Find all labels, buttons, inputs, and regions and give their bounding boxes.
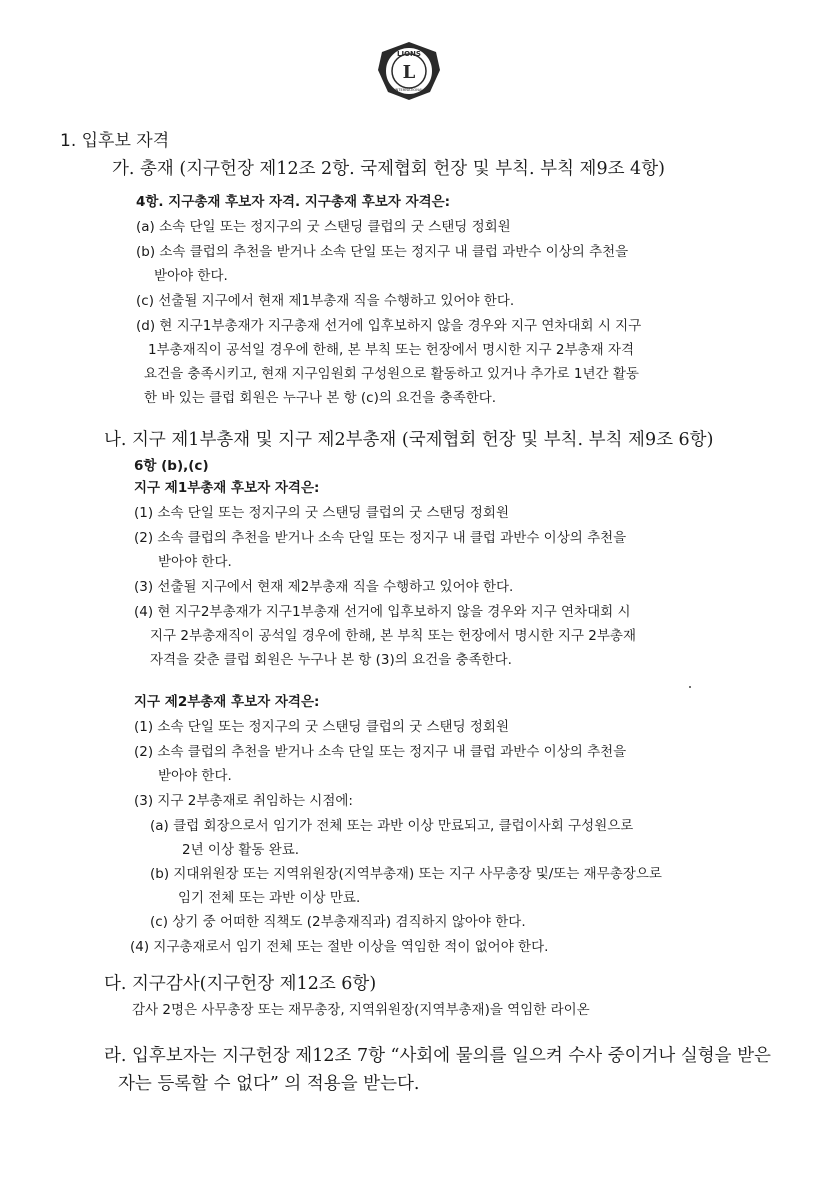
ga-line: 한 바 있는 클럽 회원은 누구나 본 항 (c)의 요건을 충족한다. [144, 390, 497, 406]
na-heading-cont: 6항 (b),(c) [134, 458, 209, 474]
ga-line: (d) 현 지구1부총재가 지구총재 선거에 입후보하지 않을 경우와 지구 연차대회 시 지구 [136, 318, 642, 334]
ga-line: 요건을 충족시키고, 현재 지구임원회 구성원으로 활동하고 있거나 추가로 1년간 활동 [144, 366, 639, 382]
ga-line: (c) 선출될 지구에서 현재 제1부총재 직을 수행하고 있어야 한다. [136, 293, 515, 309]
second-vp-line: (c) 상기 중 어떠한 직책도 (2부총재직과) 겸직하지 않아야 한다. [150, 914, 526, 930]
ga-line: 받아야 한다. [154, 268, 228, 284]
second-vp-line: 임기 전체 또는 과반 이상 만료. [178, 890, 361, 906]
section-da-heading: 다. 지구감사(지구헌장 제12조 6항) [104, 974, 377, 994]
second-vp-title: 지구 제2부총재 후보자 자격은: [134, 694, 320, 710]
first-vp-line: (4) 현 지구2부총재가 지구1부총재 선거에 입후보하지 않을 경우와 지구 연차대회 시 [134, 604, 631, 620]
svg-text:L: L [402, 62, 416, 83]
svg-text:LIONS: LIONS [397, 50, 421, 58]
section-ra-line-1: 라. 입후보자는 지구헌장 제12조 7항 “사회에 물의를 일으켜 수사 중이거나 실형을 받은 [104, 1046, 771, 1066]
da-line: 감사 2명은 사무총장 또는 재무총장, 지역위원장(지역부총재)을 역임한 라이온 [132, 1002, 590, 1018]
first-vp-line: (1) 소속 단일 또는 정지구의 굿 스탠딩 클럽의 굿 스탠딩 정회원 [134, 505, 510, 521]
second-vp-line: (b) 지대위원장 또는 지역위원장(지역부총재) 또는 지구 사무총장 및/또는 재무총장으로 [150, 866, 662, 882]
section-ra-line-2: 자는 등록할 수 없다” 의 적용을 받는다. [118, 1074, 420, 1094]
first-vp-line: 자격을 갖춘 클럽 회원은 누구나 본 항 (3)의 요건을 충족한다. [150, 652, 512, 668]
second-vp-line: (3) 지구 2부총재로 취임하는 시점에: [134, 793, 353, 809]
ga-line: (a) 소속 단일 또는 정지구의 굿 스탠딩 클럽의 굿 스탠딩 정회원 [136, 219, 511, 235]
ga-sub-heading: 4항. 지구총재 후보자 자격. 지구총재 후보자 자격은: [136, 194, 451, 210]
second-vp-line: (4) 지구총재로서 임기 전체 또는 절반 이상을 역임한 적이 없어야 한다. [130, 939, 549, 955]
first-vp-line: 받아야 한다. [158, 554, 232, 570]
second-vp-line: (2) 소속 클럽의 추천을 받거나 소속 단일 또는 정지구 내 클럽 과반수 이상의 추천을 [134, 744, 627, 760]
first-vp-line: (2) 소속 클럽의 추천을 받거나 소속 단일 또는 정지구 내 클럽 과반수 이상의 추천을 [134, 530, 627, 546]
section-title: 1. 입후보 자격 [60, 131, 170, 151]
first-vp-line: 지구 2부총재직이 공석일 경우에 한해, 본 부칙 또는 헌장에서 명시한 지구 2부총재 [150, 628, 636, 644]
second-vp-line: (a) 클럽 회장으로서 임기가 전체 또는 과반 이상 만료되고, 클럽이사회 구성원으로 [150, 818, 634, 834]
section-na-heading: 나. 지구 제1부총재 및 지구 제2부총재 (국제협회 헌장 및 부칙. 부칙 제9조 6항) [104, 430, 714, 450]
lions-logo [374, 40, 444, 102]
second-vp-line: 받아야 한다. [158, 768, 232, 784]
section-ga-heading: 가. 총재 (지구헌장 제12조 2항. 국제협회 헌장 및 부칙. 부칙 제9조 4항) [112, 159, 665, 179]
svg-text:INTERNATIONAL: INTERNATIONAL [394, 88, 424, 92]
ga-line: 1부총재직이 공석일 경우에 한해, 본 부칙 또는 헌장에서 명시한 지구 2부총재 자격 [148, 342, 634, 358]
speck [689, 686, 691, 688]
second-vp-line: 2년 이상 활동 완료. [182, 842, 300, 858]
second-vp-line: (1) 소속 단일 또는 정지구의 굿 스탠딩 클럽의 굿 스탠딩 정회원 [134, 719, 510, 735]
first-vp-line: (3) 선출될 지구에서 현재 제2부총재 직을 수행하고 있어야 한다. [134, 579, 514, 595]
first-vp-title: 지구 제1부총재 후보자 자격은: [134, 480, 320, 496]
ga-line: (b) 소속 클럽의 추천을 받거나 소속 단일 또는 정지구 내 클럽 과반수 이상의 추천을 [136, 244, 629, 260]
